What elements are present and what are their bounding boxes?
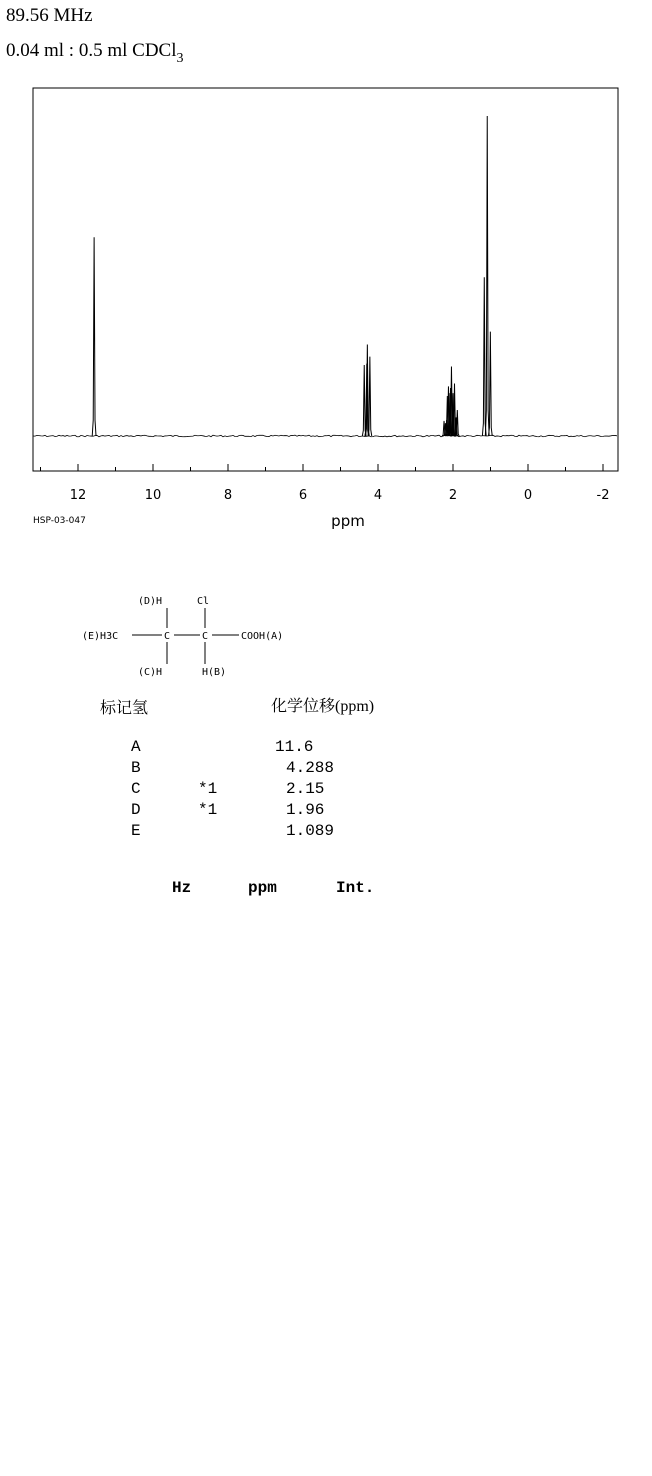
sample-concentration [6,40,184,67]
assignment-shift-header: 化学位移(ppm) [271,698,375,715]
x-tick-label: 8 [223,488,233,503]
sample-text: 0.04 ml : 0.5 ml CDCl [6,40,177,61]
struct-c-h: (C)H [138,667,163,678]
x-tick-label: 4 [373,488,383,503]
struct-e-h3c: (E)H3C [82,631,119,642]
spectrum-peak [482,277,486,436]
x-tick-label: 10 [144,488,162,503]
spectrometer-frequency: 89.56 MHz [6,5,93,26]
assignment-label: A [131,738,141,756]
structure-diagram [78,590,338,690]
assignment-label: B [131,759,141,777]
struct-c1: C [164,631,171,642]
assignment-shift: 4.288 [286,759,335,777]
struct-d-h: (D)H [138,596,163,607]
struct-c2: C [202,631,209,642]
structure-bonds [132,608,239,664]
x-tick-label: 12 [69,488,87,503]
struct-cl: Cl [197,596,210,607]
assignment-shift: 2.15 [286,780,325,798]
spectrum-peak [485,116,489,436]
assignment-note: *1 [198,780,218,798]
assignment-label: D [131,801,141,819]
x-tick-label: 2 [448,488,458,503]
x-axis-label: ppm [331,512,365,530]
spectrum-peak [488,332,492,436]
struct-h-b: H(B) [202,667,227,678]
assignment-label: E [131,822,141,840]
assignment-note: *1 [198,801,218,819]
assignment-label-header: 标记氢 [100,700,149,717]
plot-frame [33,88,618,471]
x-tick-label: 6 [298,488,308,503]
x-tick-label: -2 [596,488,610,503]
peak-header-ppm: ppm [248,879,277,897]
spectrum-peak [92,237,96,436]
x-tick-label: 0 [523,488,533,503]
baseline [33,435,617,437]
sample-subscript: 3 [176,51,184,66]
struct-cooh: COOH(A) [241,631,284,642]
nmr-spectrum-chart [0,80,652,540]
assignment-shift: 1.089 [286,822,335,840]
spectrum-code: HSP-03-047 [33,516,86,526]
peak-header-hz: Hz [172,879,192,897]
assignment-shift: 1.96 [286,801,325,819]
assignment-label: C [131,780,141,798]
spectrum-peak [368,357,372,436]
assignment-shift: 11.6 [275,738,314,756]
peak-header-int: Int. [336,879,375,897]
